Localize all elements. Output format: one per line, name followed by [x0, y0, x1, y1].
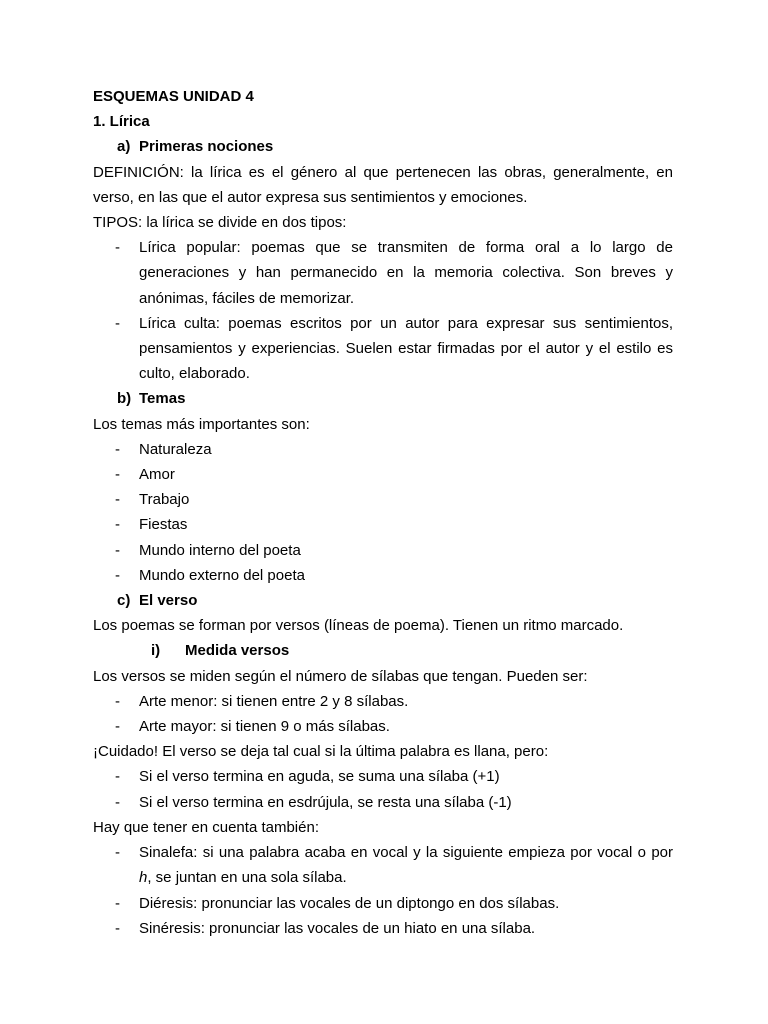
list-item-text: Arte menor: si tienen entre 2 y 8 sílabas.: [139, 692, 409, 710]
dash-marker: -: [115, 541, 120, 559]
list-item: [93, 891, 673, 916]
dash-marker: -: [115, 793, 120, 811]
list-item-text: Trabajo: [139, 491, 190, 509]
types-list: [93, 235, 673, 386]
subheading-label: El verso: [139, 592, 198, 610]
list-item: [93, 235, 673, 311]
list-item: [93, 311, 673, 387]
definition-paragraph: DEFINICIÓN: la lírica es el género al que pertenecen las obras, generalmente, en verso, en las que el autor expresa sus sentimientos y emociones.: [93, 163, 673, 206]
list-item-text: Mundo interno del poeta: [139, 541, 301, 559]
subheading-primeras-nociones: [93, 134, 673, 159]
dash-marker: -: [115, 516, 120, 534]
list-marker: a): [117, 138, 131, 156]
dash-marker: -: [115, 919, 120, 937]
consider-list: [93, 840, 673, 941]
list-marker: b): [117, 390, 132, 408]
caution-list: [93, 764, 673, 814]
dash-marker: -: [115, 844, 120, 862]
dash-marker: -: [115, 314, 120, 332]
sinalefa-italic-h: h: [139, 869, 148, 887]
list-item-text: Si el verso termina en aguda, se suma una sílaba (+1): [139, 768, 500, 786]
list-item-text: [139, 844, 673, 886]
dash-marker: -: [115, 692, 120, 710]
dash-marker: -: [115, 768, 120, 786]
list-item-text: Mundo externo del poeta: [139, 566, 305, 584]
dash-marker: -: [115, 440, 120, 458]
caution-intro: ¡Cuidado! El verso se deja tal cual si la última palabra es llana, pero:: [93, 743, 549, 761]
subheading-label: Primeras nociones: [139, 138, 274, 156]
measure-intro: Los versos se miden según el número de sílabas que tengan. Pueden ser:: [93, 667, 588, 685]
list-item: [93, 437, 673, 462]
list-item: [93, 462, 673, 487]
sinalefa-text: Sinalefa: si una palabra acaba en vocal y la siguiente empieza por vocal o por: [139, 844, 673, 862]
list-item-text: Amor: [139, 466, 175, 484]
consider-intro: Hay que tener en cuenta también:: [93, 818, 319, 836]
subheading-medida-versos: [93, 638, 673, 663]
list-item-text: Arte mayor: si tienen 9 o más sílabas.: [139, 718, 390, 736]
subheading-el-verso: [93, 588, 673, 613]
list-item-text: Fiestas: [139, 516, 188, 534]
list-item: [93, 714, 673, 739]
list-item-text: Si el verso termina en esdrújula, se resta una sílaba (-1): [139, 793, 512, 811]
dash-marker: -: [115, 894, 120, 912]
list-item: [93, 790, 673, 815]
sinalefa-text-end: , se juntan en una sola sílaba.: [147, 869, 347, 887]
list-item-text: Sinéresis: pronunciar las vocales de un hiato en una sílaba.: [139, 919, 536, 937]
subheading-label: Medida versos: [185, 642, 290, 660]
dash-marker: -: [115, 566, 120, 584]
list-marker: c): [117, 592, 131, 610]
list-item: [93, 512, 673, 537]
list-item: [93, 487, 673, 512]
list-item-text: Diéresis: pronunciar las vocales de un diptongo en dos sílabas.: [139, 894, 560, 912]
subheading-label: Temas: [139, 390, 186, 408]
dash-marker: -: [115, 466, 120, 484]
subheading-temas: [93, 386, 673, 411]
themes-intro: Los temas más importantes son:: [93, 415, 310, 433]
list-item: [93, 538, 673, 563]
verse-intro: Los poemas se forman por versos (líneas de poema). Tienen un ritmo marcado.: [93, 617, 624, 635]
types-intro: TIPOS: la lírica se divide en dos tipos:: [93, 214, 347, 232]
list-item-text: Lírica culta: poemas escritos por un autor para expresar sus sentimientos, pensamientos y experiencias. Suelen estar firmadas por el autor y el estilo es culto, elaborado.: [139, 314, 673, 383]
dash-marker: -: [115, 718, 120, 736]
measure-list: [93, 689, 673, 739]
dash-marker: -: [115, 239, 120, 257]
list-item: [93, 916, 673, 941]
list-marker: i): [151, 642, 161, 660]
list-item: [93, 840, 673, 890]
list-item-text: Naturaleza: [139, 440, 212, 458]
section-heading-lirica: 1. Lírica: [93, 113, 150, 131]
list-item: [93, 689, 673, 714]
dash-marker: -: [115, 491, 120, 509]
list-item: [93, 563, 673, 588]
document-title: ESQUEMAS UNIDAD 4: [93, 88, 254, 105]
list-item-text: Lírica popular: poemas que se transmiten de forma oral a lo largo de generaciones y han permanecido en la memoria colectiva. Son breves y anónimas, fáciles de memorizar.: [139, 239, 673, 307]
list-item: [93, 764, 673, 789]
themes-list: [93, 437, 673, 588]
